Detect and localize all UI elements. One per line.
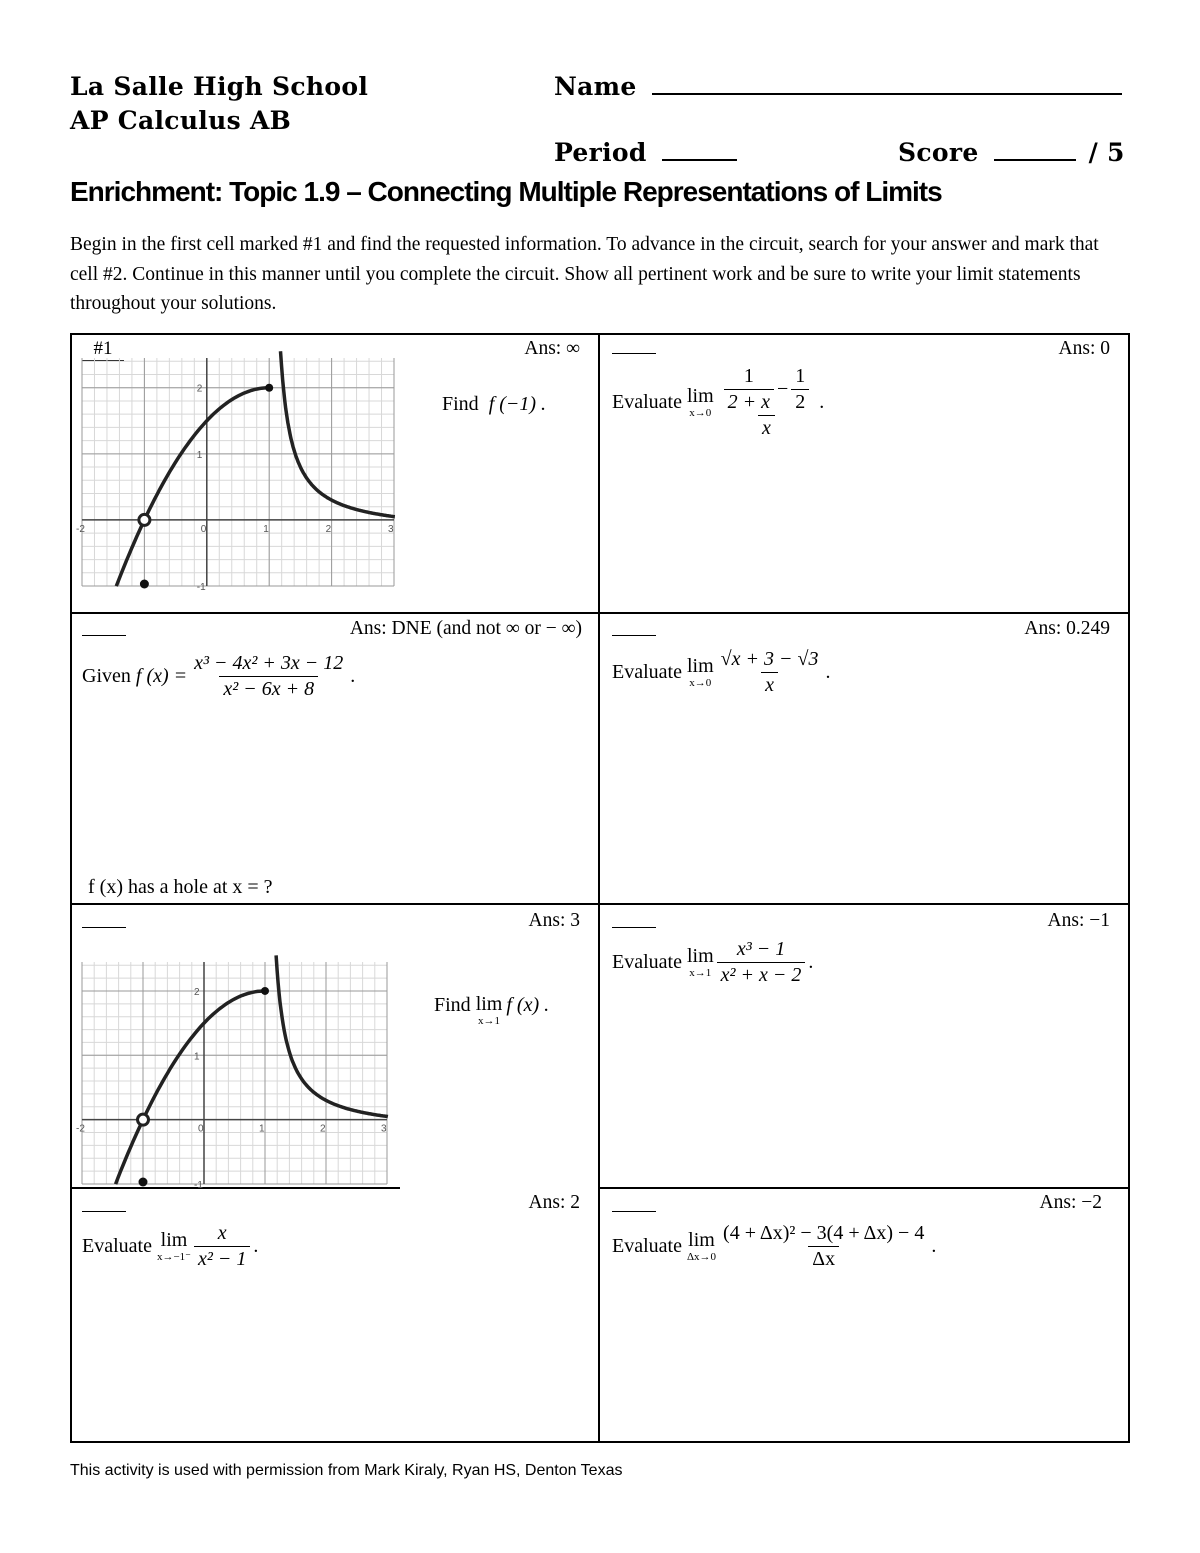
hole-question: f (x) has a hole at x = ? <box>88 876 273 898</box>
grid-divider-vertical <box>598 333 600 1443</box>
score-blank[interactable] <box>994 155 1076 161</box>
curve-left <box>116 388 269 586</box>
grid-divider-2 <box>70 903 1130 905</box>
name-label: Name <box>554 72 637 101</box>
y-tick-label: -1 <box>194 1180 203 1191</box>
cell-expression: Evaluate lim x→0 $\frac{√x + 3 - √3}{x}$ . <box>612 648 831 696</box>
cell-expression: Evaluate lim x→0 $\frac{1}{2 + x}$ − $\frac{1}{2}$ x . <box>612 365 825 439</box>
course-name: AP Calculus AB <box>70 106 292 135</box>
grid-divider-3b <box>598 1187 1130 1189</box>
x-tick-label: 2 <box>325 523 332 535</box>
open-point <box>138 1114 149 1125</box>
curve-left <box>116 991 265 1184</box>
cell-answer: Ans: −1 <box>1047 910 1110 931</box>
y-tick-label: 1 <box>194 1051 200 1063</box>
page-title: Enrichment: Topic 1.9 – Connecting Multiple Representations of Limits <box>70 176 942 207</box>
cell-number[interactable] <box>612 620 656 642</box>
name-field[interactable] <box>554 72 1122 101</box>
cell-expression: Evaluate lim Δx→0 $\frac{\text{(4 + Δx)² − 3(4 + Δx) − 4}}{\Delta x}$ . <box>612 1222 937 1270</box>
instructions: Begin in the first cell marked #1 and find the requested information. To advance in the circuit, search for your answer and mark that cell #2. Continue in this manner until you complete the circuit. Show all pertinent work and be sure to write your limit statements throughout your solutions. <box>70 234 1099 314</box>
grid-divider-3a <box>70 1187 400 1189</box>
cell-number[interactable] <box>612 912 656 934</box>
curve-right <box>281 351 395 517</box>
school-name: La Salle High School <box>70 72 369 101</box>
cell-number[interactable] <box>82 912 126 934</box>
y-tick-label: -1 <box>196 582 206 593</box>
period-label: Period <box>554 138 647 167</box>
name-blank[interactable] <box>652 89 1122 95</box>
period-field[interactable] <box>554 138 737 167</box>
closed-point <box>140 580 149 589</box>
closed-point <box>139 1178 148 1187</box>
score-total: / 5 <box>1088 138 1125 167</box>
cell-answer: Ans: ∞ <box>524 338 580 359</box>
x-tick-label: 1 <box>259 1123 265 1135</box>
score-field[interactable] <box>898 138 1125 167</box>
closed-point <box>265 384 273 392</box>
cell-answer: Ans: −2 <box>1039 1192 1102 1213</box>
y-tick-label: 2 <box>194 986 200 998</box>
x-tick-label: 0 <box>198 1123 204 1135</box>
x-tick-label: 3 <box>381 1123 387 1135</box>
function-graph <box>76 358 394 593</box>
y-tick-label: 2 <box>196 383 203 395</box>
score-label: Score <box>898 138 979 167</box>
cell-expression: f (−1) . <box>488 393 547 415</box>
cell-answer: Ans: 2 <box>528 1192 580 1213</box>
cell-prompt: Find f (−1) . <box>442 393 547 415</box>
cell-expression: Evaluate lim x→1 $\frac{\text{x³ − 1}}{\text{x² + x − 2}}$ . <box>612 938 814 986</box>
evaluate-label: Evaluate <box>612 391 682 413</box>
cell-number[interactable] <box>82 620 126 642</box>
cell-number[interactable] <box>82 1196 126 1218</box>
x-tick-label: -2 <box>76 1123 85 1135</box>
cell-answer: Ans: DNE (and not ∞ or − ∞) <box>349 618 582 639</box>
y-tick-label: 1 <box>196 449 203 461</box>
x-tick-label: -2 <box>76 523 85 535</box>
cell-number[interactable] <box>612 1196 656 1218</box>
grid-divider-1 <box>70 612 1130 614</box>
closed-point <box>261 987 269 995</box>
cell-expression: Given f (x) = $\frac{\text{x³ − 4x² + 3x − 12}}{\text{x² − 6x + 8}}$ . <box>82 652 356 700</box>
period-blank[interactable] <box>662 155 737 161</box>
x-tick-label: 2 <box>320 1123 326 1135</box>
cell-answer: Ans: 3 <box>528 910 580 931</box>
function-graph <box>76 962 387 1191</box>
curve-right <box>276 955 388 1116</box>
open-point <box>139 514 150 525</box>
cell-expression: Evaluate lim x→−1⁻ $\frac{x}{\text{x² − 1}}$ . <box>82 1222 259 1270</box>
x-tick-label: 3 <box>388 523 394 535</box>
x-tick-label: 0 <box>200 523 207 535</box>
x-tick-label: 1 <box>263 523 269 535</box>
cell-answer: Ans: 0 <box>1058 338 1110 359</box>
footer-credit: This activity is used with permission from Mark Kiraly, Ryan HS, Denton Texas <box>70 1462 623 1479</box>
cell-number[interactable]: #1 <box>82 338 124 361</box>
cell-expression: Find lim x→1 f (x) . <box>434 993 550 1027</box>
cell-answer: Ans: 0.249 <box>1024 618 1110 639</box>
cell-number[interactable] <box>612 338 656 360</box>
